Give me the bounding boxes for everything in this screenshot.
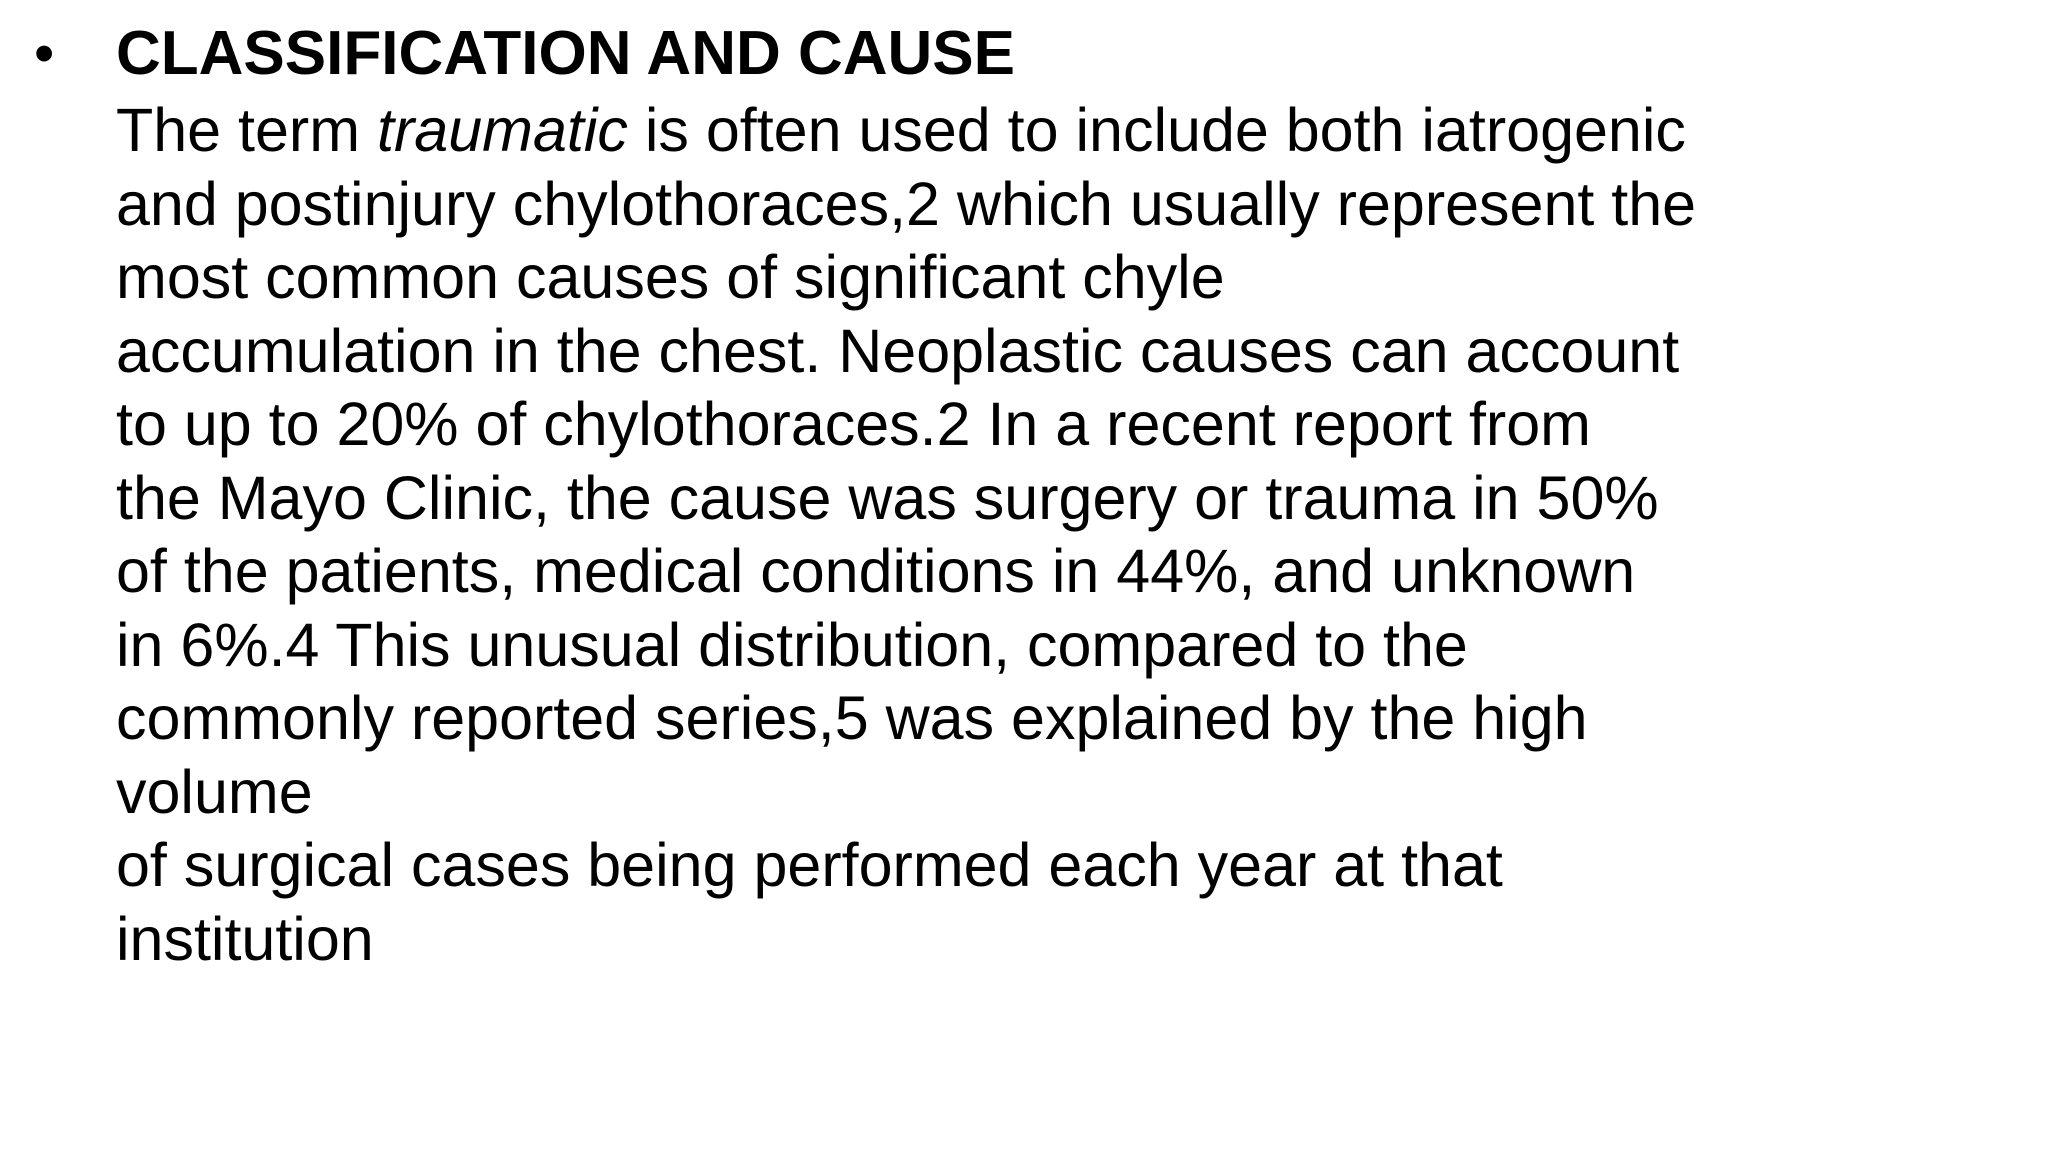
body-line-2: and postinjury chylothoraces,2 which usually represent the	[116, 169, 1697, 238]
body-line-1-suffix: is often used to include both iatrogenic	[627, 96, 1686, 164]
section-heading: CLASSIFICATION AND CAUSE	[116, 19, 1015, 88]
body-line-9: commonly reported series,5 was explained by the high	[116, 684, 1588, 752]
bullet-content	[116, 14, 2024, 976]
body-line-8: in 6%.4 This unusual distribution, compared to the	[116, 610, 1468, 679]
bullet-item	[34, 14, 2024, 976]
body-line-10: volume	[116, 757, 313, 826]
body-line-12: institution	[116, 904, 374, 973]
body-line-1-prefix: The term	[116, 96, 378, 164]
body-line-5: to up to 20% of chylothoraces.2 In a recent report from	[116, 390, 1591, 458]
body-line-3: most common causes of significant chyle	[116, 243, 1225, 311]
bullet-marker: •	[34, 21, 55, 86]
body-line-4: accumulation in the chest. Neoplastic causes can account	[116, 316, 1680, 385]
body-line-6: the Mayo Clinic, the cause was surgery or trauma in 50%	[116, 463, 1659, 532]
body-line-1	[116, 94, 2024, 168]
body-line-1-italic-term: traumatic	[377, 96, 628, 164]
body-line-7: of the patients, medical conditions in 44%, and unknown	[116, 537, 1636, 605]
body-line-11: of surgical cases being performed each year at that	[116, 831, 1503, 899]
